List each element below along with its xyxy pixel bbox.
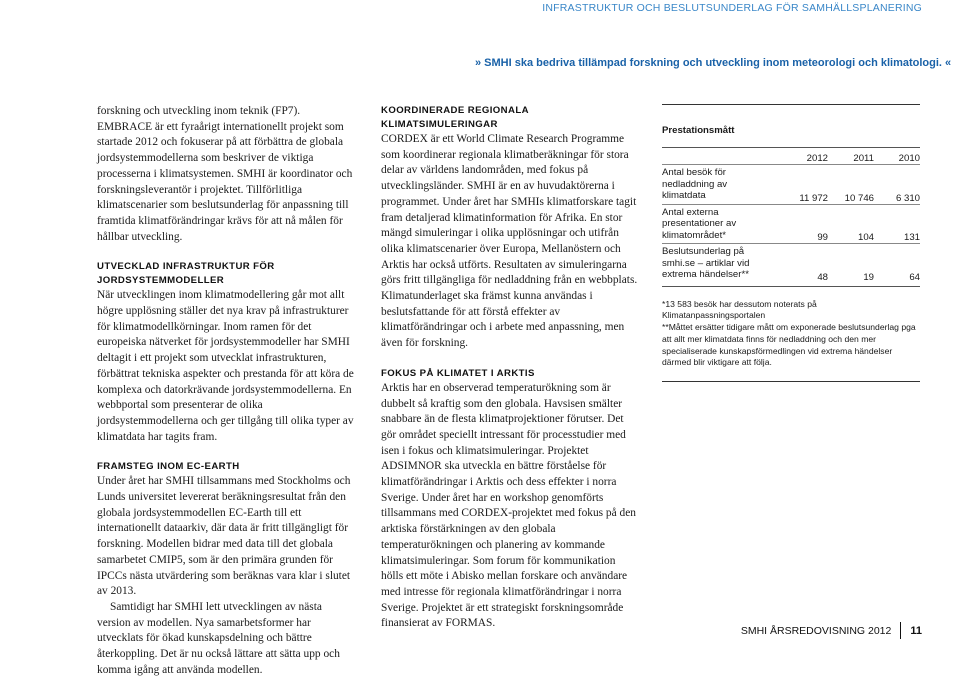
page-number: 11: [910, 624, 922, 637]
text-column-2: [381, 104, 639, 632]
footer-divider: [900, 622, 901, 639]
row-label: Beslutsunderlag på smhi.se – artiklar vid extrema händelser**: [662, 244, 758, 283]
table-row: [662, 165, 920, 205]
footnote-2: **Måttet ersätter tidigare mått om exponerade beslutsunderlag pga att allt mer klimatdata finns för nedladdning och den mer specialiserade kunskapsförmedlingen vid extrema händelser därmed blir viktigare att följa.: [662, 322, 916, 368]
heading-arktis: FOKUS PÅ KLIMATET I ARKTIS: [381, 367, 535, 379]
report-title: SMHI ÅRSREDOVISNING 2012: [740, 624, 892, 637]
row-value: 104: [828, 204, 874, 244]
row-value: 64: [874, 244, 920, 283]
footnote-1: *13 583 besök har dessutom noterats på Klimatanpassningsportalen: [662, 298, 817, 321]
table-bottom-rule: [662, 286, 920, 287]
sidebar-footnotes: [662, 299, 920, 370]
page-footer: [741, 622, 922, 639]
row-value: 19: [828, 244, 874, 283]
year-header: 2012: [806, 153, 828, 164]
text-column-1: [97, 104, 355, 679]
heading-ec-earth: FRAMSTEG INOM EC-EARTH: [97, 461, 240, 473]
row-value: 10 746: [828, 165, 874, 205]
paragraph-embrace: forskning och utveckling inom teknik (FP7). EMBRACE är ett fyraårigt internationellt projekt som startade 2012 och fokuserar på att förbättra de globala jordsystemmodellerna som beskriver de viktiga processerna i klimatsystemen. SMHI är koordinator och forskningsleverantör i projektet. Tillförlitliga klimatscenarier som beslutsunderlag för anpassning till framtida klimatförändringar krävs för att nå målen för hållbar utveckling.: [97, 105, 353, 243]
year-header: 2011: [853, 153, 874, 164]
sidebar-title: Prestationsmått: [662, 125, 735, 136]
row-label: Antal externa presentationer av klimatområdet*: [662, 204, 758, 244]
running-header: INFRASTRUKTUR OCH BESLUTSUNDERLAG FÖR SAMHÄLLSPLANERING: [542, 2, 922, 14]
row-value: 11 972: [758, 165, 828, 205]
sidebar-bottom-rule: [662, 381, 920, 382]
sidebar-top-rule: [662, 104, 920, 105]
row-value: 131: [874, 204, 920, 244]
row-value: 48: [758, 244, 828, 283]
table-row: [662, 244, 920, 283]
row-value: 99: [758, 204, 828, 244]
paragraph-cordex: CORDEX är ett World Climate Research Programme som koordinerar regionala klimatberäkningar för stora delar av världens landområden, med fokus på utvecklingsländer. SMHI är en av huvudaktörerna i programmet. Under året har SMHIs klimatforskare tagit fram detaljerad klimatinformation för Afrika. En stor mängd simuleringar i olika upplösningar och utifrån olika klimatscenarier över Europa, Mellanöstern och Arktis har också utförts. Resultaten av simuleringarna görs fritt tillgängliga för nedladdning från en webbplats. Klimatunderlaget ska främst kunna användas i beslutsfattande för att förstå effekter av klimatförändringar och i arbete med anpassning, men även för forskning.: [381, 133, 638, 350]
row-value: 6 310: [874, 165, 920, 205]
paragraph-arktis: Arktis har en observerad temperaturökning som är dubbelt så kraftig som den globala. Havsisen smälter snabbare än de flesta klimatprojektioner förutser. Det gör området speciellt intressant för processtudier med isen i fokus och klimatsimuleringar. Projektet ADSIMNOR ska utveckla en bättre förståelse för klimatförändringar i Arktis och dess effekter i norra Sverige. Under året har en workshop genomförts tillsammans med CORDEX-projektet med fokus på den arktiska förstärkningen av den globala temperaturökningen och planering av kommande klimatsimuleringar. Som forum för kommunikation hölls ett möte i Abisko mellan forskare och användare med intresse för regionala klimatförändringar i norra Sverige. Projektet är ett strategiskt forskningsområde finansierat av FORMAS.: [381, 381, 636, 630]
performance-sidebar: [662, 104, 920, 382]
performance-table: [662, 148, 920, 283]
paragraph-infrastruktur: När utvecklingen inom klimatmodellering går mot allt högre upplösning ställer det nya krav på infrastrukturer för klimatmodellkörningar. Inom ramen för det europeiska nätverket för jordsystemmodeller har SMHI deltagit i ett projekt som utvecklat infrastrukturen, förbättrat tekniska aspekter och prestanda för att köra de komplexa och datorkrävande jordsystemmodellerna. En webbportal som presenterar de olika jordsystemmodellerna och ger tillgång till olika typer av klimatdata har tagits fram.: [97, 289, 354, 443]
heading-cordex: KOORDINERADE REGIONALA KLIMATSIMULERINGAR: [381, 105, 529, 130]
paragraph-ec-earth-2: Samtidigt har SMHI lett utvecklingen av nästa version av modellen. Nya samarbetsformer har utvecklats för ökad kunskapsdelning och bättre återkoppling. Det är nu också lättare att sätta upp och komma igång att använda modellen.: [97, 600, 340, 676]
pull-quote: » SMHI ska bedriva tillämpad forskning och utveckling inom meteorologi och klimatologi. «: [475, 57, 952, 69]
table-header-row: [662, 148, 920, 165]
heading-infrastruktur: UTVECKLAD INFRASTRUKTUR FÖR JORDSYSTEMMODELLER: [97, 261, 275, 287]
year-header: 2010: [898, 153, 920, 164]
paragraph-ec-earth: Under året har SMHI tillsammans med Stockholms och Lunds universitet levererat beräkningsresultat från den globala jordsystemmodellen EC-Earth till ett internationellt dataarkiv, där data är fritt tillgängligt för forskning. Modellen bidrar med data till det globala samarbetet CMIP5, som är den primära grunden för IPCCs nästa utvärdering som beräknas vara klar i slutet av 2013.: [97, 475, 351, 598]
row-label: Antal besök för nedladdning av klimatdata: [662, 165, 758, 205]
table-row: [662, 204, 920, 244]
